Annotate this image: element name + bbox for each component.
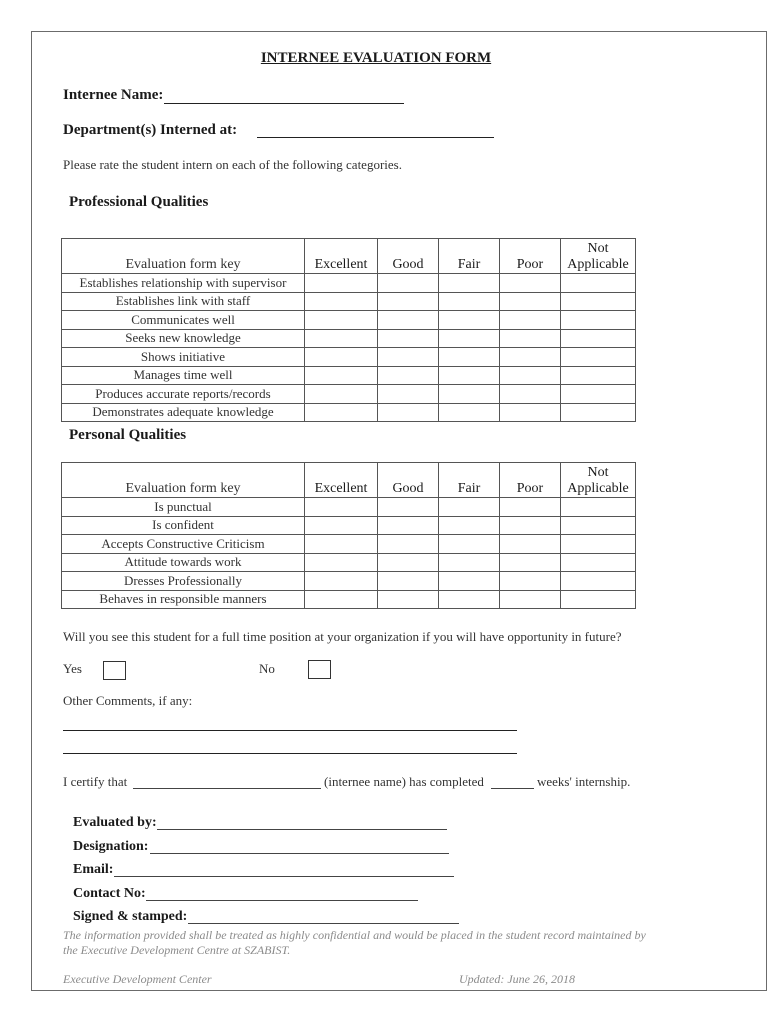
rating-cell-good[interactable] bbox=[378, 274, 439, 293]
table-row bbox=[62, 535, 636, 554]
professional-rows bbox=[62, 274, 636, 422]
table-row bbox=[62, 366, 636, 385]
rating-cell-poor[interactable] bbox=[500, 348, 561, 367]
rating-cell-not-applicable[interactable] bbox=[561, 553, 636, 572]
rating-cell-fair[interactable] bbox=[439, 553, 500, 572]
rating-cell-poor[interactable] bbox=[500, 274, 561, 293]
rating-cell-not-applicable[interactable] bbox=[561, 274, 636, 293]
comments-line-2[interactable] bbox=[63, 753, 517, 754]
rating-cell-excellent[interactable] bbox=[305, 535, 378, 554]
personal-table bbox=[61, 462, 636, 609]
table-row bbox=[62, 385, 636, 404]
table-row bbox=[62, 311, 636, 330]
email-label: Email: bbox=[73, 862, 114, 877]
criterion-label: Behaves in responsible manners bbox=[62, 590, 305, 609]
rating-cell-fair[interactable] bbox=[439, 590, 500, 609]
header-excellent: Excellent bbox=[305, 463, 378, 498]
rating-cell-good[interactable] bbox=[378, 553, 439, 572]
header-key: Evaluation form key bbox=[62, 239, 305, 274]
rating-cell-excellent[interactable] bbox=[305, 498, 378, 517]
certify-text-2: (internee name) has completed bbox=[324, 774, 484, 789]
rating-cell-not-applicable[interactable] bbox=[561, 403, 636, 422]
evaluated-by-field[interactable] bbox=[157, 829, 447, 830]
signed-stamped-label: Signed & stamped: bbox=[73, 909, 188, 924]
rating-cell-not-applicable[interactable] bbox=[561, 329, 636, 348]
rating-cell-not-applicable[interactable] bbox=[561, 498, 636, 517]
rating-cell-not-applicable[interactable] bbox=[561, 535, 636, 554]
header-fair: Fair bbox=[439, 239, 500, 274]
rating-cell-excellent[interactable] bbox=[305, 516, 378, 535]
rating-cell-excellent[interactable] bbox=[305, 403, 378, 422]
rating-cell-fair[interactable] bbox=[439, 366, 500, 385]
header-not-applicable: Not Applicable bbox=[561, 463, 636, 498]
table-row bbox=[62, 274, 636, 293]
certify-name-field[interactable] bbox=[133, 788, 321, 789]
rating-cell-poor[interactable] bbox=[500, 311, 561, 330]
rating-cell-fair[interactable] bbox=[439, 311, 500, 330]
rating-cell-good[interactable] bbox=[378, 292, 439, 311]
rating-cell-excellent[interactable] bbox=[305, 311, 378, 330]
certify-weeks-field[interactable] bbox=[491, 788, 534, 789]
footer-left: Executive Development Center bbox=[63, 972, 212, 986]
table-row bbox=[62, 403, 636, 422]
personal-rows bbox=[62, 498, 636, 609]
rating-cell-excellent[interactable] bbox=[305, 553, 378, 572]
rating-cell-fair[interactable] bbox=[439, 498, 500, 517]
header-poor: Poor bbox=[500, 239, 561, 274]
criterion-label: Is confident bbox=[62, 516, 305, 535]
certify-text-1: I certify that bbox=[63, 774, 128, 789]
header-key: Evaluation form key bbox=[62, 463, 305, 498]
rating-cell-good[interactable] bbox=[378, 535, 439, 554]
criterion-label: Demonstrates adequate knowledge bbox=[62, 403, 305, 422]
form-title: INTERNEE EVALUATION FORM bbox=[260, 50, 492, 66]
evaluated-by-label: Evaluated by: bbox=[73, 815, 157, 830]
rating-cell-excellent[interactable] bbox=[305, 274, 378, 293]
rating-cell-not-applicable[interactable] bbox=[561, 590, 636, 609]
rating-cell-excellent[interactable] bbox=[305, 590, 378, 609]
rating-cell-excellent[interactable] bbox=[305, 329, 378, 348]
criterion-label: Is punctual bbox=[62, 498, 305, 517]
rating-cell-good[interactable] bbox=[378, 329, 439, 348]
rating-cell-poor[interactable] bbox=[500, 498, 561, 517]
rating-cell-fair[interactable] bbox=[439, 385, 500, 404]
rating-cell-fair[interactable] bbox=[439, 572, 500, 591]
rating-cell-not-applicable[interactable] bbox=[561, 292, 636, 311]
rating-cell-fair[interactable] bbox=[439, 403, 500, 422]
footer-right: Updated: June 26, 2018 bbox=[459, 972, 575, 986]
criterion-label: Produces accurate reports/records bbox=[62, 385, 305, 404]
professional-heading: Professional Qualities bbox=[69, 194, 209, 210]
no-checkbox[interactable] bbox=[308, 660, 331, 679]
personal-heading: Personal Qualities bbox=[69, 427, 187, 443]
rating-cell-poor[interactable] bbox=[500, 572, 561, 591]
rating-cell-excellent[interactable] bbox=[305, 572, 378, 591]
criterion-label: Shows initiative bbox=[62, 348, 305, 367]
signed-stamped-field[interactable] bbox=[188, 923, 459, 924]
table-row bbox=[62, 329, 636, 348]
rating-cell-excellent[interactable] bbox=[305, 385, 378, 404]
criterion-label: Establishes relationship with supervisor bbox=[62, 274, 305, 293]
rating-cell-excellent[interactable] bbox=[305, 348, 378, 367]
rating-cell-fair[interactable] bbox=[439, 329, 500, 348]
email-field[interactable] bbox=[114, 876, 454, 877]
rating-cell-good[interactable] bbox=[378, 311, 439, 330]
comments-line-1[interactable] bbox=[63, 730, 517, 731]
header-fair: Fair bbox=[439, 463, 500, 498]
table-row bbox=[62, 348, 636, 367]
table-row bbox=[62, 590, 636, 609]
criterion-label: Dresses Professionally bbox=[62, 572, 305, 591]
header-not-applicable: Not Applicable bbox=[561, 239, 636, 274]
comments-label: Other Comments, if any: bbox=[63, 693, 193, 708]
rating-cell-not-applicable[interactable] bbox=[561, 385, 636, 404]
contact-label: Contact No: bbox=[73, 886, 146, 901]
header-good: Good bbox=[378, 463, 439, 498]
rating-cell-good[interactable] bbox=[378, 403, 439, 422]
certify-text-3: weeks' internship. bbox=[537, 774, 631, 789]
header-excellent: Excellent bbox=[305, 239, 378, 274]
professional-table bbox=[61, 238, 636, 422]
table-row bbox=[62, 292, 636, 311]
internee-name-label: Internee Name: bbox=[63, 87, 164, 103]
designation-field[interactable] bbox=[150, 853, 449, 854]
internee-name-field[interactable] bbox=[164, 103, 404, 104]
yes-label: Yes bbox=[63, 661, 82, 676]
no-label: No bbox=[259, 661, 275, 676]
rating-cell-not-applicable[interactable] bbox=[561, 366, 636, 385]
header-poor: Poor bbox=[500, 463, 561, 498]
future-position-question: Will you see this student for a full time position at your organization if you will have opportunity in future? bbox=[63, 629, 622, 644]
rating-cell-fair[interactable] bbox=[439, 274, 500, 293]
rating-cell-fair[interactable] bbox=[439, 348, 500, 367]
contact-field[interactable] bbox=[146, 900, 418, 901]
header-good: Good bbox=[378, 239, 439, 274]
rating-cell-not-applicable[interactable] bbox=[561, 348, 636, 367]
rating-cell-fair[interactable] bbox=[439, 292, 500, 311]
criterion-label: Manages time well bbox=[62, 366, 305, 385]
rating-cell-fair[interactable] bbox=[439, 535, 500, 554]
rating-cell-poor[interactable] bbox=[500, 329, 561, 348]
rating-cell-fair[interactable] bbox=[439, 516, 500, 535]
table-row bbox=[62, 553, 636, 572]
confidential-note-line-1: The information provided shall be treated as highly confidential and would be placed in the student record maintained by bbox=[63, 928, 646, 942]
rating-cell-good[interactable] bbox=[378, 366, 439, 385]
rating-cell-good[interactable] bbox=[378, 572, 439, 591]
rating-cell-poor[interactable] bbox=[500, 535, 561, 554]
instruction-text: Please rate the student intern on each of the following categories. bbox=[63, 157, 402, 172]
department-label: Department(s) Interned at: bbox=[63, 122, 238, 138]
criterion-label: Attitude towards work bbox=[62, 553, 305, 572]
criterion-label: Communicates well bbox=[62, 311, 305, 330]
rating-cell-excellent[interactable] bbox=[305, 292, 378, 311]
table-row bbox=[62, 516, 636, 535]
rating-cell-excellent[interactable] bbox=[305, 366, 378, 385]
rating-cell-not-applicable[interactable] bbox=[561, 311, 636, 330]
rating-cell-poor[interactable] bbox=[500, 366, 561, 385]
rating-cell-good[interactable] bbox=[378, 590, 439, 609]
department-field[interactable] bbox=[257, 137, 494, 138]
criterion-label: Seeks new knowledge bbox=[62, 329, 305, 348]
table-row bbox=[62, 572, 636, 591]
designation-label: Designation: bbox=[73, 839, 149, 854]
confidential-note-line-2: the Executive Development Centre at SZABIST. bbox=[63, 943, 291, 957]
yes-checkbox[interactable] bbox=[103, 661, 126, 680]
rating-cell-good[interactable] bbox=[378, 385, 439, 404]
rating-cell-poor[interactable] bbox=[500, 553, 561, 572]
rating-cell-good[interactable] bbox=[378, 498, 439, 517]
criterion-label: Establishes link with staff bbox=[62, 292, 305, 311]
rating-cell-not-applicable[interactable] bbox=[561, 516, 636, 535]
rating-cell-poor[interactable] bbox=[500, 385, 561, 404]
rating-cell-good[interactable] bbox=[378, 348, 439, 367]
rating-cell-poor[interactable] bbox=[500, 590, 561, 609]
rating-cell-poor[interactable] bbox=[500, 403, 561, 422]
rating-cell-good[interactable] bbox=[378, 516, 439, 535]
table-header-row bbox=[62, 463, 636, 498]
table-header-row bbox=[62, 239, 636, 274]
rating-cell-poor[interactable] bbox=[500, 292, 561, 311]
criterion-label: Accepts Constructive Criticism bbox=[62, 535, 305, 554]
rating-cell-not-applicable[interactable] bbox=[561, 572, 636, 591]
table-row bbox=[62, 498, 636, 517]
rating-cell-poor[interactable] bbox=[500, 516, 561, 535]
